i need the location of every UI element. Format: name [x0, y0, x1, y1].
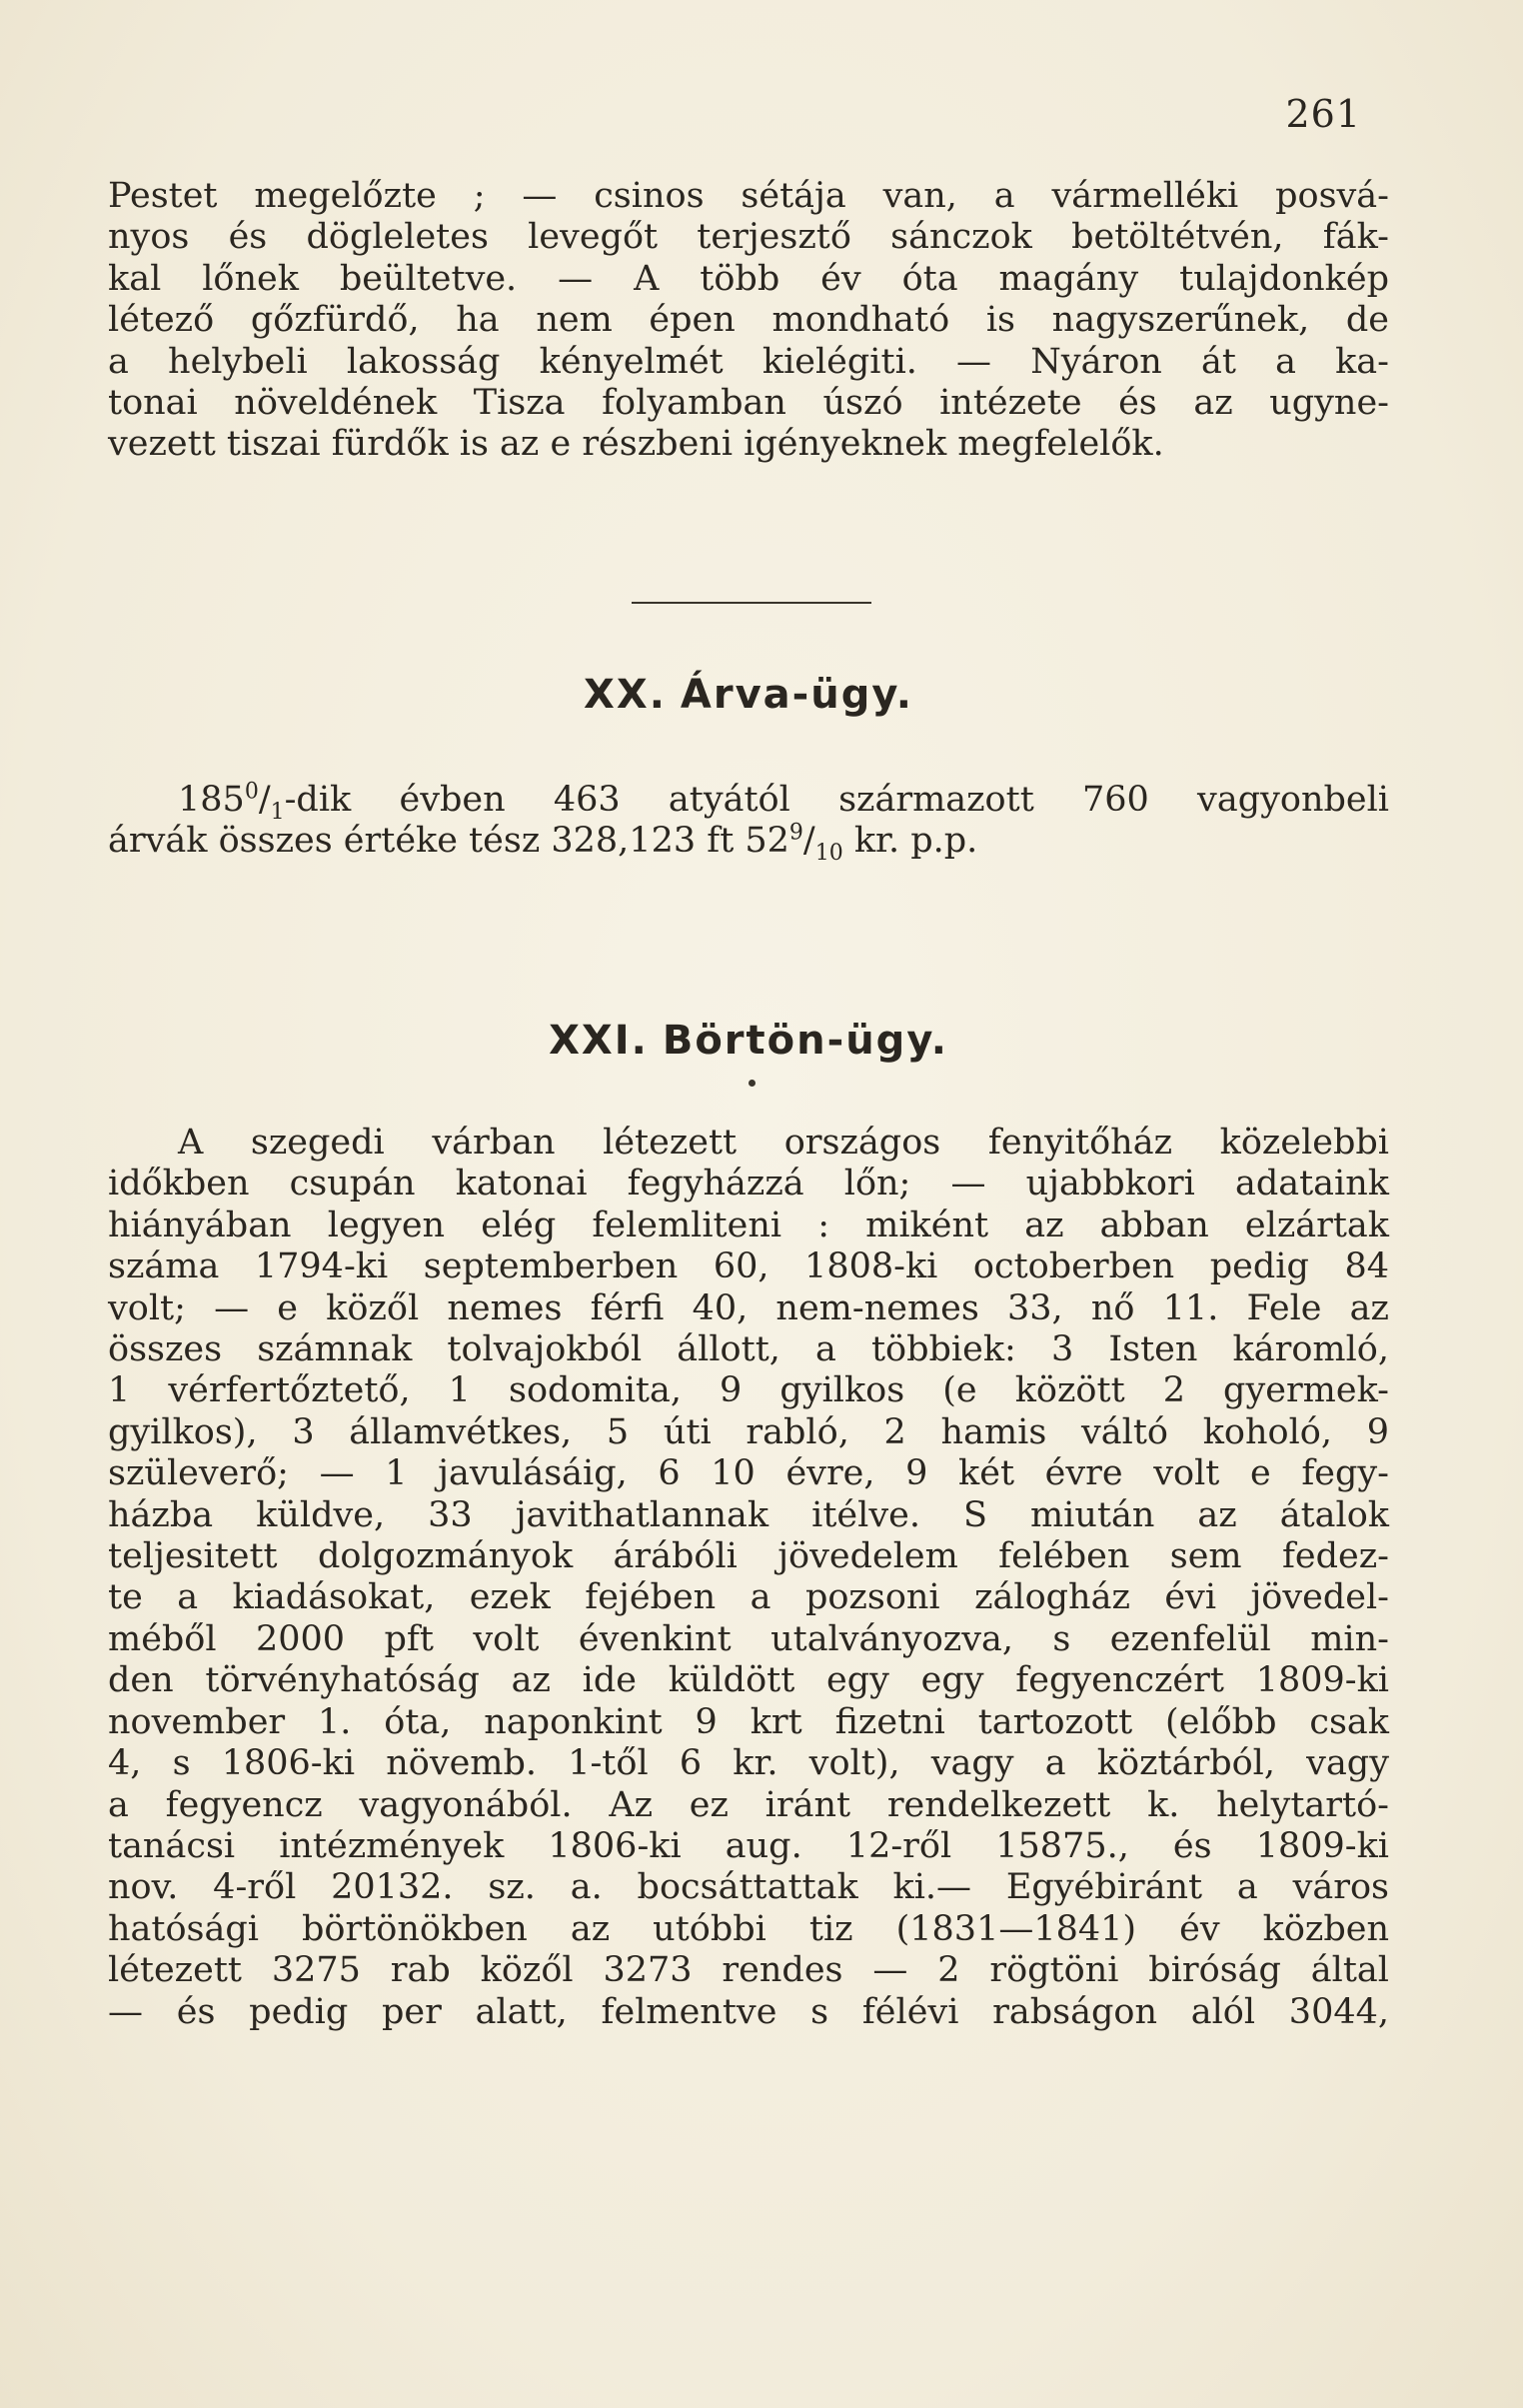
section-divider — [632, 602, 871, 604]
section-heading-20 — [108, 672, 1389, 718]
text-line: létező gőzfürdő, ha nem épen mondható is nagyszerűnek, de — [108, 300, 1389, 341]
superscript: 0 — [244, 779, 259, 805]
text-fragment: 185 — [178, 780, 245, 820]
text-fragment: árvák összes értéke tész 328,123 ft 52 — [108, 821, 789, 862]
text-line: november 1. óta, naponkint 9 krt fizetni tartozott (előbb csak — [108, 1701, 1389, 1742]
text-line: gyilkos), 3 államvétkes, 5 úti rabló, 2 hamis váltó koholó, 9 — [108, 1411, 1389, 1452]
text-line: Pestet megelőzte ; — csinos sétája van, a vármelléki posvá- — [108, 176, 1389, 216]
text-line: méből 2000 pft volt évenkint utalványozva, s ezenfelül min- — [108, 1618, 1389, 1659]
text-line: — és pedig per alatt, felmentve s félévi rabságon alól 3044, — [108, 1991, 1389, 2032]
text-line: 4, s 1806-ki növemb. 1-től 6 kr. volt), vagy a köztárból, vagy — [108, 1743, 1389, 1784]
text-line: árvák összes értéke tész 328,123 ft $52^9/_{10}$ kr. p.p. — [108, 820, 978, 867]
text-line: den törvényhatóság az ide küldött egy egy fegyenczért 1809-ki — [108, 1660, 1389, 1701]
text-line: a fegyencz vagyonából. Az ez iránt rendelkezett k. helytartó- — [108, 1784, 1389, 1825]
text-line: a helybeli lakosság kényelmét kielégiti. — Nyáron át a ka- — [108, 341, 1389, 382]
section-title: Börtön-ügy. — [662, 1018, 948, 1064]
section-heading-21 — [108, 1018, 1389, 1064]
text-line: hatósági börtönökben az utóbbi tiz (1831—1841) év közben — [108, 1908, 1389, 1949]
section-21-paragraph — [108, 1123, 1389, 2033]
text-line: volt; — e közől nemes férfi 40, nem-nemes 33, nő 11. Fele az — [108, 1287, 1389, 1328]
page-number: 261 — [1285, 92, 1361, 136]
text-line: $185^0/_1$-dik évben 463 atyától származott 760 vagyonbeli — [178, 779, 1389, 825]
intro-paragraph — [108, 176, 1389, 466]
text-line: 1 vérfertőztető, 1 sodomita, 9 gyilkos (e között 2 gyermek- — [108, 1370, 1389, 1411]
text-line: vezett tiszai fürdők is az e részbeni igényeknek megfelelők. — [108, 424, 1164, 465]
text-line: kal lőnek beültetve. — A több év óta magány tulajdonkép — [108, 258, 1389, 299]
text-line: nyos és dögleletes levegőt terjesztő sánczok betöltétvén, fák- — [108, 217, 1389, 258]
text-line: létezett 3275 rab közől 3273 rendes — 2 rögtöni biróság által — [108, 1950, 1389, 1991]
section-title: Árva-ügy. — [680, 672, 913, 718]
text-line: összes számnak tolvajokból állott, a többiek: 3 Isten káromló, — [108, 1329, 1389, 1370]
text-fragment: -dik évben 463 atyától származott 760 vagyonbeli — [284, 780, 1389, 820]
text-line: nov. 4-ről 20132. sz. a. bocsáttattak ki.— Egyébiránt a város — [108, 1867, 1389, 1908]
text-line: A szegedi várban létezett országos fenyitőház közelebbi — [178, 1123, 1389, 1163]
text-line: te a kiadásokat, ezek fejében a pozsoni zálogház évi jövedel- — [108, 1577, 1389, 1618]
text-line: hiányában legyen elég felemliteni : miként az abban elzártak — [108, 1204, 1389, 1245]
section-number: XXI. — [549, 1018, 649, 1064]
subscript: 10 — [814, 841, 843, 867]
text-line: tonai növeldének Tisza folyamban úszó intézete és az ugyne- — [108, 383, 1389, 424]
text-line: száma 1794-ki septemberben 60, 1808-ki octoberben pedig 84 — [108, 1246, 1389, 1287]
text-line: szüleverő; — 1 javulásáig, 6 10 évre, 9 két évre volt e fegy- — [108, 1453, 1389, 1494]
text-fragment: kr. p.p. — [842, 821, 978, 862]
section-20-paragraph — [108, 779, 1389, 867]
text-line: tanácsi intézmények 1806-ki aug. 12-ről 15875., és 1809-ki — [108, 1825, 1389, 1866]
superscript: 9 — [788, 820, 803, 846]
printed-dot-mark — [749, 1080, 756, 1087]
text-line: házba küldve, 33 javithatlannak itélve. S miután az átalok — [108, 1494, 1389, 1535]
text-line: teljesitett dolgozmányok árábóli jövedelem felében sem fedez- — [108, 1536, 1389, 1577]
section-number: XX. — [584, 672, 667, 718]
subscript: 1 — [270, 800, 285, 825]
text-line: időkben csupán katonai fegyházzá lőn; — ujabbkori adataink — [108, 1164, 1389, 1204]
